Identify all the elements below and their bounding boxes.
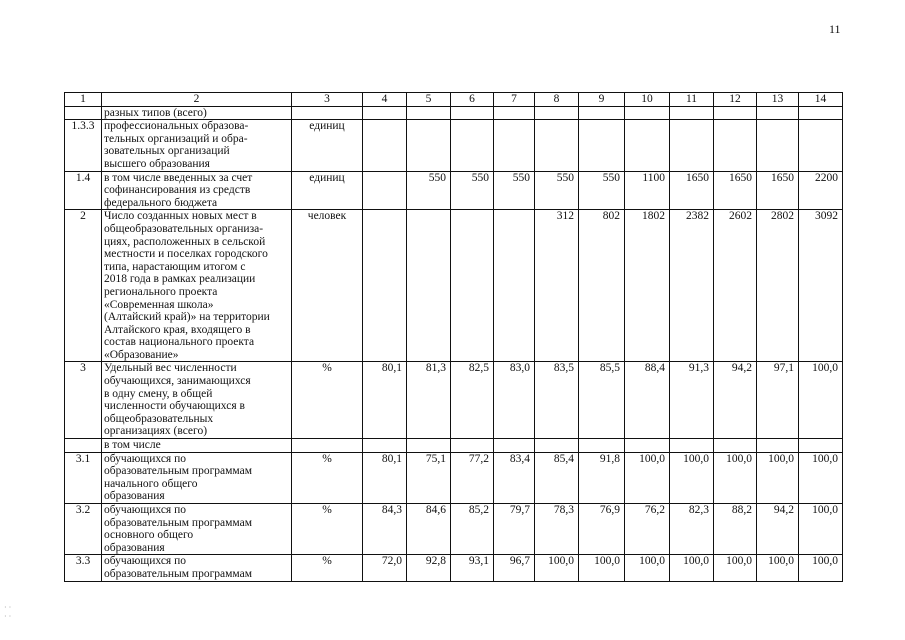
value-cell: 85,4 [535, 452, 579, 503]
description-line: зовательных организаций [104, 145, 230, 158]
value-cell: 77,2 [451, 452, 494, 503]
column-header: 10 [625, 93, 670, 107]
description-line: начального общего [104, 477, 198, 490]
value-cell [579, 120, 625, 171]
header-row [65, 93, 843, 107]
value-cell: 1100 [625, 171, 670, 210]
value-cell [494, 439, 535, 453]
value-cell [407, 439, 451, 453]
description-line: тельных организаций и обра- [104, 132, 248, 145]
value-cell [625, 439, 670, 453]
value-cell [670, 120, 714, 171]
column-header: 3 [292, 93, 363, 107]
table-row [65, 120, 843, 171]
value-cell: 84,6 [407, 504, 451, 555]
value-cell: 85,2 [451, 504, 494, 555]
value-cell: 100,0 [535, 555, 579, 581]
unit-cell [292, 106, 363, 120]
value-cell: 96,7 [494, 555, 535, 581]
value-cell [714, 106, 757, 120]
description-line: образования [104, 490, 165, 503]
table-row [65, 439, 843, 453]
unit-cell: % [292, 452, 363, 503]
row-number: 2 [65, 210, 102, 362]
indicator-description [102, 106, 292, 120]
value-cell: 550 [535, 171, 579, 210]
description-line: обучающихся по [104, 504, 186, 516]
description-line: высшего образования [104, 157, 210, 170]
value-cell [579, 439, 625, 453]
value-cell: 100,0 [625, 555, 670, 581]
value-cell: 92,8 [407, 555, 451, 581]
value-cell: 2200 [799, 171, 843, 210]
value-cell [714, 439, 757, 453]
table-row [65, 106, 843, 120]
description-line: образования [104, 541, 165, 554]
value-cell [363, 106, 407, 120]
value-cell: 88,2 [714, 504, 757, 555]
table-row [65, 171, 843, 210]
value-cell: 3092 [799, 210, 843, 362]
value-cell: 83,4 [494, 452, 535, 503]
description-line: Алтайского края, входящего в [104, 323, 251, 336]
description-line: разных типов (всего) [104, 106, 207, 119]
row-number [65, 439, 102, 453]
value-cell: 1650 [757, 171, 799, 210]
value-cell: 80,1 [363, 362, 407, 439]
value-cell: 550 [407, 171, 451, 210]
description-line: образовательным программам [104, 516, 252, 529]
unit-cell: % [292, 555, 363, 581]
value-cell: 100,0 [799, 362, 843, 439]
row-number: 1.4 [65, 171, 102, 210]
indicator-description [102, 362, 292, 439]
value-cell [714, 120, 757, 171]
indicator-description [102, 504, 292, 555]
column-header: 12 [714, 93, 757, 107]
value-cell [451, 210, 494, 362]
value-cell [407, 106, 451, 120]
value-cell: 2802 [757, 210, 799, 362]
unit-cell [292, 439, 363, 453]
value-cell: 84,3 [363, 504, 407, 555]
value-cell [535, 106, 579, 120]
value-cell [363, 171, 407, 210]
description-line: профессиональных образова- [104, 120, 249, 133]
unit-cell: % [292, 504, 363, 555]
column-header: 13 [757, 93, 799, 107]
value-cell [535, 439, 579, 453]
description-line: обучающихся по [104, 452, 186, 465]
value-cell: 72,0 [363, 555, 407, 581]
value-cell: 88,4 [625, 362, 670, 439]
value-cell [363, 210, 407, 362]
indicator-description [102, 439, 292, 453]
value-cell [670, 106, 714, 120]
table-row [65, 555, 843, 581]
column-header: 14 [799, 93, 843, 107]
value-cell: 1650 [670, 171, 714, 210]
unit-cell: человек [292, 210, 363, 362]
value-cell: 100,0 [757, 555, 799, 581]
value-cell: 94,2 [714, 362, 757, 439]
value-cell: 97,1 [757, 362, 799, 439]
description-line: циях, расположенных в сельской [104, 235, 266, 248]
column-header: 1 [65, 93, 102, 107]
description-line: местности и поселках городского [104, 248, 268, 261]
description-line: состав национального проекта [104, 336, 255, 349]
value-cell: 85,5 [579, 362, 625, 439]
column-header: 9 [579, 93, 625, 107]
value-cell: 550 [579, 171, 625, 210]
column-header: 7 [494, 93, 535, 107]
value-cell [799, 439, 843, 453]
value-cell: 550 [494, 171, 535, 210]
value-cell: 91,8 [579, 452, 625, 503]
indicators-table [64, 92, 843, 582]
value-cell: 79,7 [494, 504, 535, 555]
value-cell: 100,0 [714, 452, 757, 503]
description-line: обучающихся по [104, 555, 186, 568]
table-row [65, 210, 843, 362]
column-header: 4 [363, 93, 407, 107]
value-cell: 93,1 [451, 555, 494, 581]
value-cell [494, 120, 535, 171]
value-cell: 100,0 [625, 452, 670, 503]
value-cell: 94,2 [757, 504, 799, 555]
value-cell [757, 106, 799, 120]
description-line: «Образование» [104, 348, 179, 361]
value-cell [625, 106, 670, 120]
column-header: 11 [670, 93, 714, 107]
column-header: 6 [451, 93, 494, 107]
value-cell [757, 439, 799, 453]
row-number: 3.2 [65, 504, 102, 555]
table-row [65, 452, 843, 503]
description-line: типа, нарастающим итогом с [104, 260, 246, 273]
indicator-description [102, 210, 292, 362]
value-cell [451, 439, 494, 453]
description-line: основного общего [104, 529, 194, 542]
value-cell: 82,5 [451, 362, 494, 439]
row-number: 1.3.3 [65, 120, 102, 171]
indicator-description [102, 555, 292, 581]
value-cell: 76,9 [579, 504, 625, 555]
value-cell [451, 106, 494, 120]
value-cell: 1802 [625, 210, 670, 362]
value-cell [670, 439, 714, 453]
table-row [65, 362, 843, 439]
row-number: 3 [65, 362, 102, 439]
value-cell: 100,0 [799, 555, 843, 581]
unit-cell: % [292, 362, 363, 439]
indicator-description [102, 171, 292, 210]
description-line: в том числе [104, 439, 161, 452]
description-line: общеобразовательных [104, 412, 214, 425]
value-cell: 100,0 [670, 555, 714, 581]
value-cell [579, 106, 625, 120]
value-cell: 100,0 [670, 452, 714, 503]
value-cell [363, 439, 407, 453]
column-header: 8 [535, 93, 579, 107]
column-header: 2 [102, 93, 292, 107]
page-number: 11 [829, 22, 841, 36]
value-cell: 100,0 [714, 555, 757, 581]
description-line: 2018 года в рамках реализации [104, 273, 256, 286]
value-cell [494, 106, 535, 120]
scan-specks: · · · · [4, 603, 12, 621]
value-cell: 78,3 [535, 504, 579, 555]
value-cell [494, 210, 535, 362]
row-number: 3.3 [65, 555, 102, 581]
row-number: 3.1 [65, 452, 102, 503]
description-line: образовательным программам [104, 567, 252, 580]
value-cell: 75,1 [407, 452, 451, 503]
description-line: Удельный вес численности [104, 362, 237, 375]
description-line: регионального проекта [104, 285, 218, 298]
value-cell: 82,3 [670, 504, 714, 555]
value-cell: 100,0 [579, 555, 625, 581]
value-cell: 312 [535, 210, 579, 362]
value-cell [799, 120, 843, 171]
description-line: численности обучающихся в [104, 400, 245, 413]
value-cell [535, 120, 579, 171]
value-cell: 2382 [670, 210, 714, 362]
value-cell [625, 120, 670, 171]
value-cell [407, 120, 451, 171]
value-cell [451, 120, 494, 171]
description-line: в том числе введенных за счет [104, 171, 253, 184]
value-cell: 2602 [714, 210, 757, 362]
value-cell [757, 120, 799, 171]
indicator-description [102, 452, 292, 503]
value-cell: 81,3 [407, 362, 451, 439]
value-cell: 76,2 [625, 504, 670, 555]
description-line: обучающихся, занимающихся [104, 375, 251, 388]
value-cell [363, 120, 407, 171]
description-line: федерального бюджета [104, 196, 218, 209]
value-cell: 83,0 [494, 362, 535, 439]
description-line: организациях (всего) [104, 425, 208, 438]
indicator-description [102, 120, 292, 171]
table-row [65, 504, 843, 555]
value-cell: 80,1 [363, 452, 407, 503]
row-number [65, 106, 102, 120]
value-cell: 83,5 [535, 362, 579, 439]
value-cell [407, 210, 451, 362]
description-line: образовательным программам [104, 465, 252, 478]
unit-cell: единиц [292, 120, 363, 171]
description-line: софинансирования из средств [104, 184, 251, 197]
value-cell: 550 [451, 171, 494, 210]
value-cell: 1650 [714, 171, 757, 210]
unit-cell: единиц [292, 171, 363, 210]
value-cell: 802 [579, 210, 625, 362]
value-cell: 91,3 [670, 362, 714, 439]
value-cell [799, 106, 843, 120]
column-header: 5 [407, 93, 451, 107]
description-line: Число созданных новых мест в [104, 210, 257, 223]
value-cell: 100,0 [799, 452, 843, 503]
value-cell: 100,0 [757, 452, 799, 503]
description-line: общеобразовательных организа- [104, 222, 264, 235]
description-line: «Современная школа» [104, 298, 214, 311]
description-line: в одну смену, в общей [104, 387, 213, 400]
description-line: (Алтайский край)» на территории [104, 311, 270, 324]
value-cell: 100,0 [799, 504, 843, 555]
